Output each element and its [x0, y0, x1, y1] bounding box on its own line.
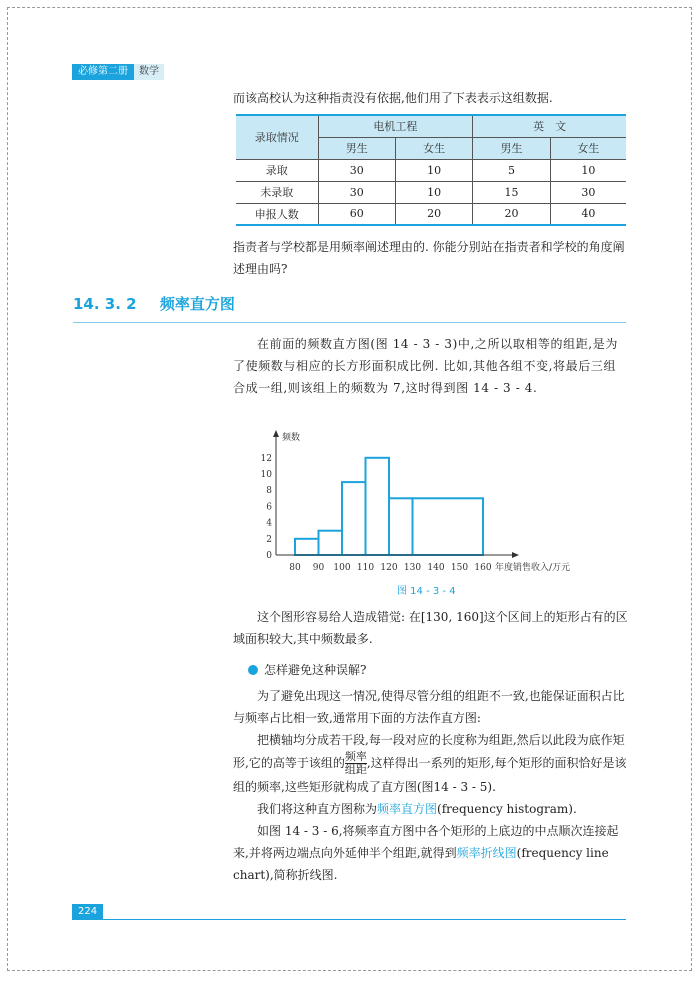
table-cell: 60	[318, 203, 395, 225]
section-heading	[73, 293, 626, 323]
subheader: 女生	[395, 137, 472, 159]
histogram-bar	[413, 498, 484, 555]
subheader: 女生	[550, 137, 626, 159]
x-tick-label: 110	[356, 563, 375, 573]
bullet-dot-icon	[248, 665, 258, 675]
paragraph-4-text-cont: ,这样得出一系列的矩形,每个矩形的面积恰好是该组的频率,这些矩形就构成了直方图(图14 - 3 - 5).	[233, 756, 627, 794]
y-axis-arrow-icon	[273, 430, 279, 437]
row-label: 申报人数	[236, 203, 318, 225]
fraction-numerator: 频率	[344, 750, 367, 763]
subject-label: 数学	[134, 64, 164, 80]
group-header: 电机工程	[318, 115, 473, 137]
paragraph-5-text-cont: (frequency histogram).	[437, 802, 577, 816]
admission-table	[236, 114, 626, 226]
intro-text: 而该高校认为这种指责没有依据,他们用了下表表示这组数据.	[233, 91, 553, 105]
table-cell: 10	[395, 181, 472, 203]
paragraph-6-text-cont: (frequency line chart),简称折线图.	[233, 846, 609, 882]
row-label: 未录取	[236, 181, 318, 203]
table-cell: 10	[550, 159, 626, 181]
volume-label: 必修第二册	[72, 64, 134, 80]
histogram-bar	[342, 482, 366, 555]
fraction	[345, 751, 367, 776]
subheader: 男生	[318, 137, 395, 159]
table-cell: 30	[550, 181, 626, 203]
x-tick-label: 90	[312, 563, 325, 573]
x-tick-label: 160	[474, 563, 492, 573]
term-frequency-line-chart: 频率折线图	[456, 846, 517, 860]
table-row	[236, 203, 626, 225]
figure-caption: 图 14 - 3 - 4	[397, 586, 456, 597]
x-tick-label: 120	[380, 563, 398, 573]
table-cell: 30	[318, 159, 395, 181]
x-tick-label: 130	[403, 563, 422, 573]
y-tick-label: 8	[266, 486, 272, 497]
explanation-block	[233, 685, 628, 886]
fraction-denominator: 组距	[344, 763, 367, 776]
row-label: 录取	[236, 159, 318, 181]
x-axis-label: 年度销售收入/万元	[495, 563, 571, 573]
question-prompt	[248, 661, 366, 678]
y-tick-label: 10	[260, 470, 272, 480]
table-cell: 20	[395, 203, 472, 225]
y-tick-label: 6	[266, 502, 272, 513]
table-row	[236, 181, 626, 203]
page-footer	[72, 904, 626, 920]
paragraph-4	[233, 729, 628, 798]
subheader: 男生	[473, 137, 550, 159]
x-tick-label: 100	[333, 563, 351, 573]
section-number: 14. 3. 2	[73, 295, 137, 313]
paragraph-5-text: 我们将这种直方图称为	[257, 802, 378, 816]
section-title: 频率直方图	[159, 295, 235, 313]
y-tick-label: 0	[266, 551, 272, 561]
paragraph-4-text: 把横轴均分成若干段,每一段对应的长度称为组距,然后以此段为底作矩形,它的高等于该组的	[233, 733, 625, 770]
x-tick-label: 140	[427, 563, 445, 573]
y-tick-label: 4	[266, 518, 272, 529]
y-axis-label: 频数	[282, 433, 301, 443]
paragraph-6-text: 如图 14 - 3 - 6,将频率直方图中各个矩形的上底边的中点顺次连接起来,并将两边端点向外延伸半个组距,就得到	[233, 824, 619, 860]
paragraph-6	[233, 820, 628, 886]
table-cell: 20	[473, 203, 550, 225]
term-frequency-histogram: 频率直方图	[377, 802, 438, 816]
row-header: 录取情况	[236, 115, 318, 159]
paragraph-5	[233, 798, 628, 820]
table-row	[236, 159, 626, 181]
histogram-bars	[295, 458, 483, 555]
paragraph-1: 在前面的频数直方图(图 14 - 3 - 3)中,之所以取相等的组距,是为了使频数与相应的长方形面积成比例. 比如,其他各组不变,将最后三组合成一组,则该组上的频数为 7,这时得到图 14 - 3 - 4.	[233, 337, 618, 395]
table-cell: 10	[395, 159, 472, 181]
table-cell: 15	[473, 181, 550, 203]
question-text: 怎样避免这种误解?	[264, 663, 367, 677]
histogram-bar	[319, 531, 343, 555]
page-number: 224	[72, 904, 103, 920]
table-cell: 30	[318, 181, 395, 203]
x-tick-label: 80	[289, 563, 301, 573]
x-tick-label: 150	[450, 563, 469, 573]
paragraph-3: 为了避免出现这一情况,使得尽管分组的组距不一致,也能保证面积占比与频率占比相一致,通常用下面的方法作直方图:	[233, 689, 625, 725]
y-tick-label: 12	[260, 453, 272, 464]
x-axis-arrow-icon	[512, 552, 519, 558]
histogram-bar	[389, 498, 413, 555]
running-header	[72, 64, 164, 80]
table-cell: 40	[550, 203, 626, 225]
y-tick-label: 2	[266, 534, 272, 545]
discussion-text: 指责者与学校都是用频率阐述理由的. 你能分别站在指责者和学校的角度阐述理由吗?	[233, 240, 625, 276]
group-header: 英 文	[473, 115, 626, 137]
paragraph-2: 这个图形容易给人造成错觉: 在[130, 160]这个区间上的矩形占有的区域面积较大,其中频数最多.	[233, 610, 628, 646]
histogram-chart	[250, 428, 600, 578]
histogram-bar	[295, 539, 319, 555]
histogram-bar	[366, 458, 390, 555]
table-cell: 5	[473, 159, 550, 181]
